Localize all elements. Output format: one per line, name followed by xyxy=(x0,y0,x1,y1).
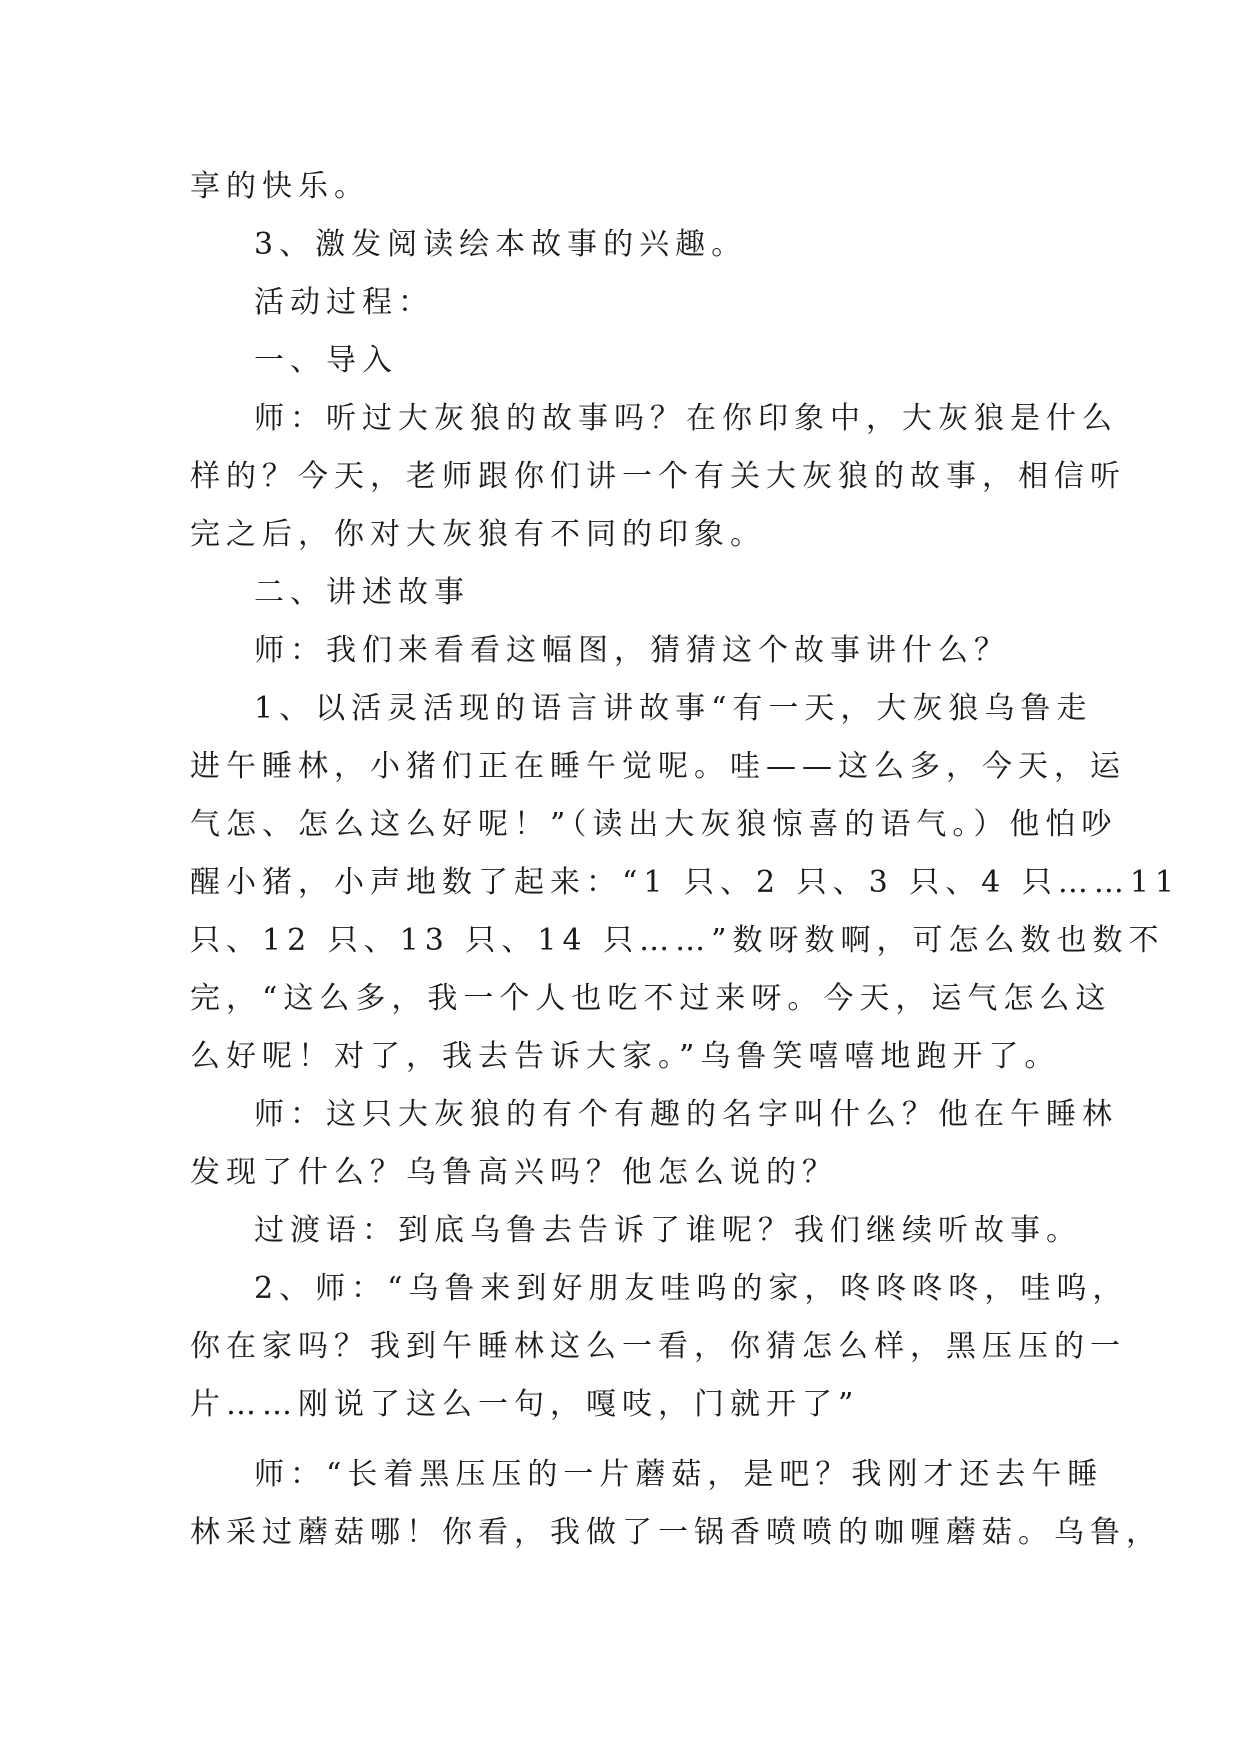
text-line: 师：我们来看看这幅图，猜猜这个故事讲什么？ xyxy=(254,633,1010,668)
text-line: 师：听过大灰狼的故事吗？在你印象中，大灰狼是什么 xyxy=(254,401,1118,436)
text-line: 1、以活灵活现的语言讲故事“有一天，大灰狼乌鲁走 xyxy=(254,691,1093,726)
text-line: 完之后，你对大灰狼有不同的印象。 xyxy=(190,517,766,552)
text-line: 只、12 只、13 只、14 只……”数呀数啊，可怎么数也数不 xyxy=(190,923,1165,958)
text-line: 你在家吗？我到午睡林这么一看，你猜怎么样，黑压压的一 xyxy=(190,1329,1126,1364)
text-line: 醒小猪，小声地数了起来：“1 只、2 只、3 只、4 只……11 xyxy=(190,865,1181,900)
text-line: 进午睡林，小猪们正在睡午觉呢。哇——这么多，今天，运 xyxy=(190,749,1126,784)
text-line: 师：“长着黑压压的一片蘑菇，是吧？我刚才还去午睡 xyxy=(254,1457,1104,1492)
text-line: 完，“这么多，我一个人也吃不过来呀。今天，运气怎么这 xyxy=(190,981,1112,1016)
text-line: 师：这只大灰狼的有个有趣的名字叫什么？他在午睡林 xyxy=(254,1097,1118,1132)
paragraph-gap xyxy=(190,1434,1050,1446)
text-line: 一、导入 xyxy=(254,343,398,378)
text-line: 样的？今天，老师跟你们讲一个有关大灰狼的故事，相信听 xyxy=(190,459,1126,494)
text-line: 片……刚说了这么一句，嘎吱，门就开了” xyxy=(190,1387,860,1422)
text-line: 3、激发阅读绘本故事的兴趣。 xyxy=(254,227,748,262)
text-line: 享的快乐。 xyxy=(190,169,370,204)
text-line: 活动过程： xyxy=(254,285,434,320)
text-line: 过渡语：到底乌鲁去告诉了谁呢？我们继续听故事。 xyxy=(254,1213,1082,1248)
text-line: 2、师：“乌鲁来到好朋友哇呜的家，咚咚咚咚，哇呜， xyxy=(254,1271,1129,1306)
text-line: 气怎、怎么这么好呢！”（读出大灰狼惊喜的语气。）他怕吵 xyxy=(190,807,1118,842)
text-line: 发现了什么？乌鲁高兴吗？他怎么说的？ xyxy=(190,1155,838,1190)
document-body xyxy=(190,158,1181,1562)
text-line: 林采过蘑菇哪！你看，我做了一锅香喷喷的咖喱蘑菇。乌鲁， xyxy=(190,1515,1162,1550)
text-line: 么好呢！对了，我去告诉大家。”乌鲁笑嘻嘻地跑开了。 xyxy=(190,1039,1061,1074)
text-line: 二、讲述故事 xyxy=(254,575,470,610)
